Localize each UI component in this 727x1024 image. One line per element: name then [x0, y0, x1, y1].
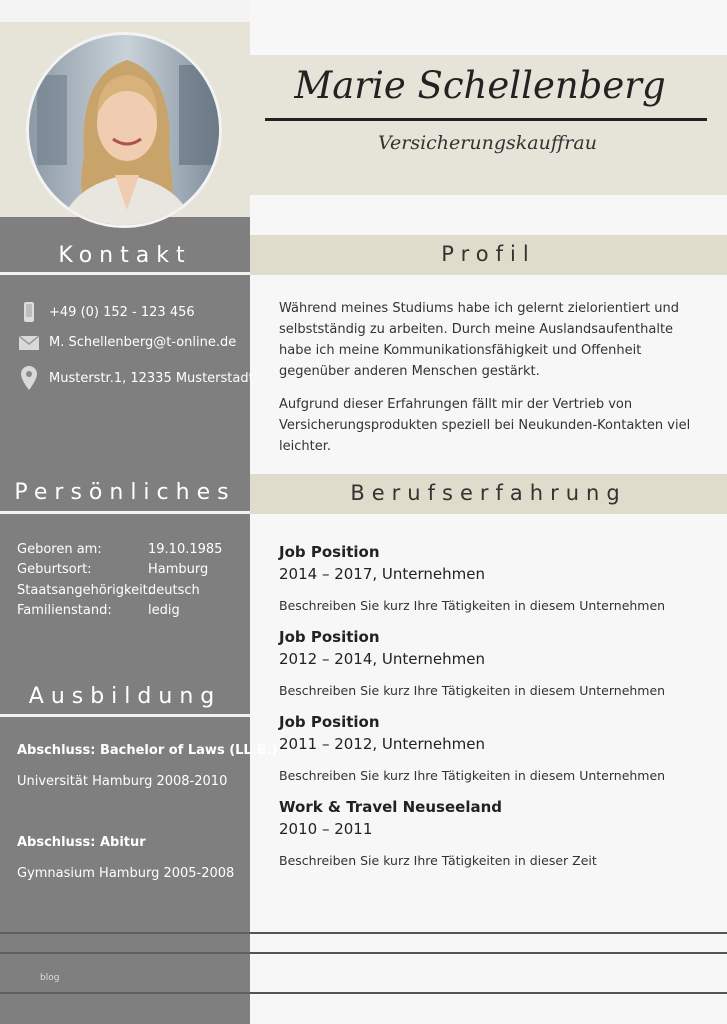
- profile-heading: Profil: [441, 242, 536, 266]
- personal-rule: [0, 511, 250, 514]
- address-text: Musterstr.1, 12335 Musterstadt: [49, 370, 254, 386]
- education-heading: Ausbildung: [28, 684, 222, 709]
- education-school: Gymnasium Hamburg 2005-2008: [17, 866, 235, 881]
- envelope-icon: [18, 336, 40, 350]
- phone-icon: [18, 302, 40, 322]
- contact-rule: [0, 272, 250, 275]
- contact-phone: [18, 302, 195, 322]
- personal-value: Hamburg: [148, 562, 209, 578]
- profile-paragraph: Während meines Studiums habe ich gelernt zielorientiert und selbstständig zu arbeiten. Durch meine Auslandsaufenthalte habe ich meine Kommunikationsfähigkeit und Offenheit gegenüber anderen Menschen gestärkt.: [279, 301, 679, 379]
- job-description: Beschreiben Sie kurz Ihre Tätigkeiten in dieser Zeit: [279, 853, 597, 868]
- job-date: 2010 – 2011: [279, 820, 373, 838]
- personal-row: [17, 580, 222, 601]
- email-text: M. Schellenberg@t-online.de: [49, 335, 237, 350]
- personal-info: [17, 539, 222, 621]
- sidebar-bottom-line: [0, 952, 250, 954]
- education-school: Universität Hamburg 2008-2010: [17, 774, 228, 789]
- personal-value: 19.10.1985: [148, 541, 223, 557]
- job-description: Beschreiben Sie kurz Ihre Tätigkeiten in diesem Unternehmen: [279, 768, 666, 783]
- job-date: 2011 – 2012, Unternehmen: [279, 735, 486, 753]
- contact-address: [18, 366, 254, 390]
- job-position: Work & Travel Neuseeland: [279, 798, 502, 816]
- job-description: Beschreiben Sie kurz Ihre Tätigkeiten in diesem Unternehmen: [279, 598, 666, 613]
- map-pin-icon: [18, 366, 40, 390]
- education-rule: [0, 714, 250, 717]
- personal-heading: Persönliches: [14, 480, 236, 505]
- blog-label: blog: [40, 973, 60, 983]
- experience-heading: Berufserfahrung: [350, 481, 627, 505]
- profile-photo: [26, 32, 222, 228]
- phone-text: +49 (0) 152 - 123 456: [49, 304, 195, 320]
- job-position: Job Position: [279, 628, 380, 646]
- personal-value: ledig: [148, 603, 180, 619]
- contact-email: [18, 335, 236, 350]
- main-bottom-line: [250, 932, 727, 934]
- personal-value: deutsch: [148, 582, 200, 598]
- job-date: 2012 – 2014, Unternehmen: [279, 650, 486, 668]
- personal-row: [17, 539, 222, 560]
- main-bottom-line: [250, 992, 727, 994]
- job-position: Job Position: [279, 543, 380, 561]
- personal-key: Staatsangehörigkeit:: [17, 582, 153, 598]
- personal-row: [17, 601, 222, 622]
- job-description: Beschreiben Sie kurz Ihre Tätigkeiten in diesem Unternehmen: [279, 683, 666, 698]
- name-rule: [265, 118, 707, 121]
- personal-key: Geburtsort:: [17, 562, 92, 578]
- personal-key: Geboren am:: [17, 541, 102, 557]
- job-position: Job Position: [279, 713, 380, 731]
- main-bottom-line: [250, 952, 727, 954]
- education-degree: Abschluss: Bachelor of Laws (LL.B.): [17, 743, 278, 758]
- job-title: Versicherungskauffrau: [378, 132, 597, 154]
- sidebar-bottom-line: [0, 992, 250, 994]
- education-degree: Abschluss: Abitur: [17, 835, 146, 850]
- personal-row: [17, 560, 222, 581]
- sidebar-bottom-line: [0, 932, 250, 934]
- profile-paragraph: Aufgrund dieser Erfahrungen fällt mir der Vertrieb von Versicherungsprodukten speziell bei Neukunden-Kontakten viel leichter.: [279, 397, 691, 454]
- contact-heading: Kontakt: [58, 243, 192, 268]
- job-date: 2014 – 2017, Unternehmen: [279, 565, 486, 583]
- person-name: Marie Schellenberg: [294, 64, 666, 107]
- personal-key: Familienstand:: [17, 603, 112, 619]
